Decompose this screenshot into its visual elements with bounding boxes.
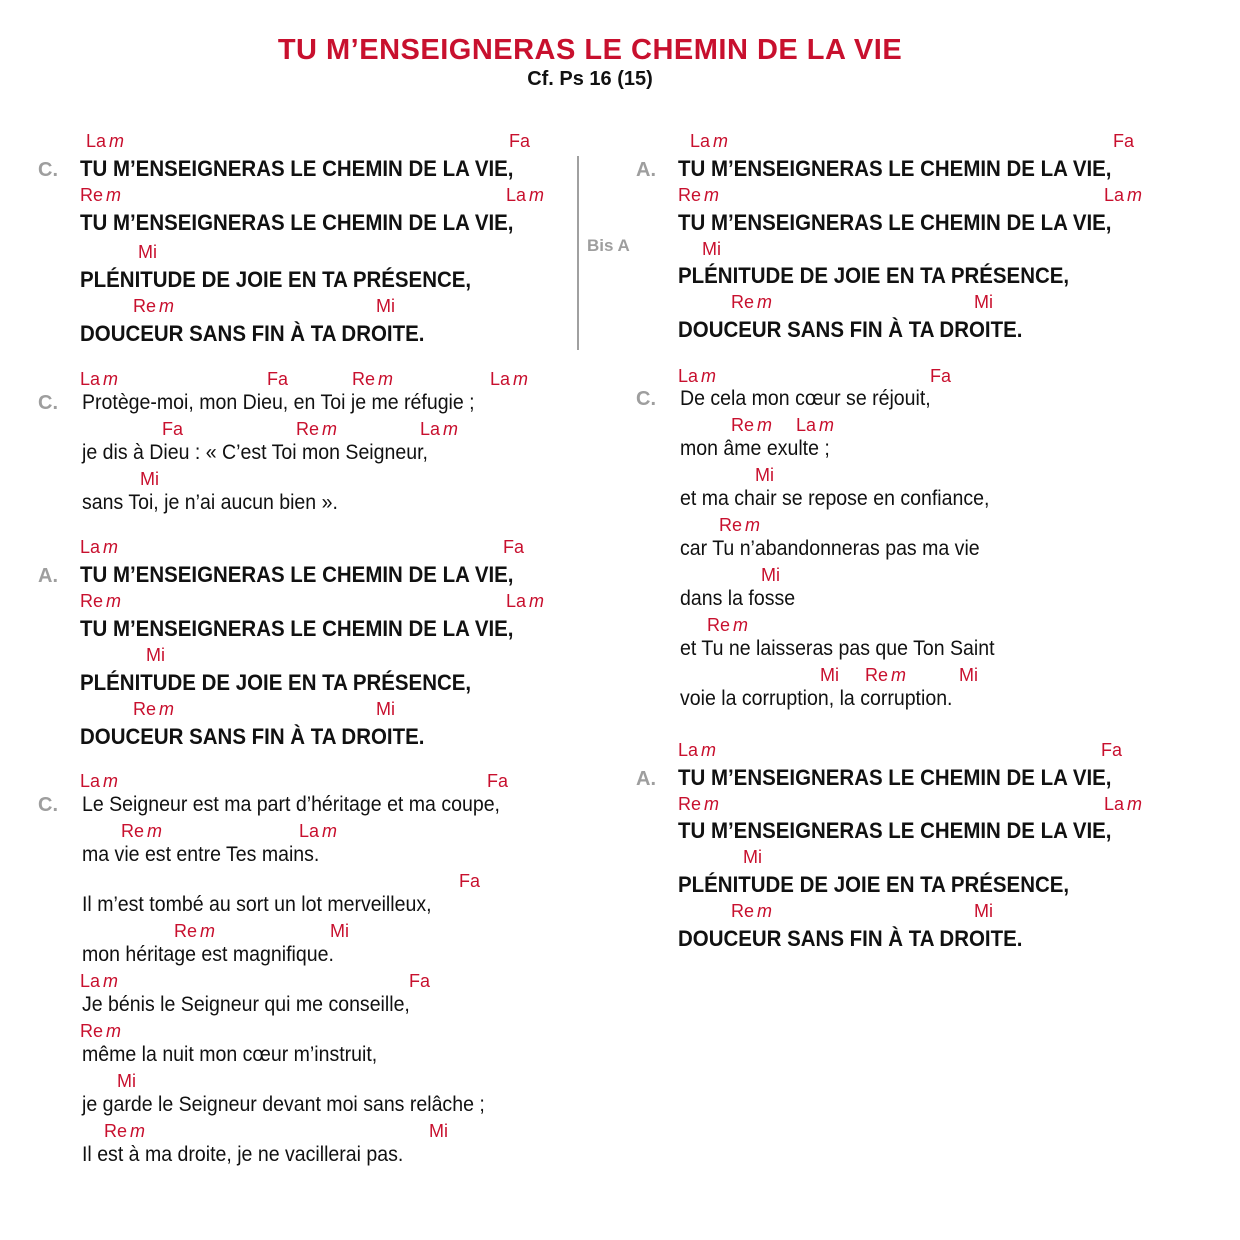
- chord: La m: [690, 131, 729, 151]
- chord: La m: [1104, 185, 1143, 205]
- chord: La m: [506, 591, 545, 611]
- chord: Mi: [974, 292, 993, 312]
- chord: Mi: [140, 469, 159, 489]
- chord: Mi: [117, 1071, 136, 1091]
- verse-line: je dis à Dieu : « C’est Toi mon Seigneur,: [82, 441, 428, 464]
- chord: Fa: [503, 537, 525, 557]
- chord: Re m: [707, 615, 749, 635]
- verse-line: je garde le Seigneur devant moi sans relâche ;: [82, 1093, 485, 1116]
- chord: Mi: [376, 296, 395, 316]
- verse-line: ma vie est entre Tes mains.: [82, 843, 320, 866]
- chord: La m: [80, 537, 119, 557]
- chord: La m: [506, 185, 545, 205]
- chord: Mi: [146, 645, 165, 665]
- chord: Mi: [702, 239, 721, 259]
- refrain-line: TU M’ENSEIGNERAS LE CHEMIN DE LA VIE,: [678, 210, 1112, 235]
- refrain-line: DOUCEUR SANS FIN À TA DROITE.: [80, 724, 425, 749]
- chord: La m: [490, 369, 529, 389]
- chord: Mi: [755, 465, 774, 485]
- chord: Mi: [429, 1121, 448, 1141]
- chord: Fa: [162, 419, 184, 439]
- verse-line: même la nuit mon cœur m’instruit,: [82, 1043, 378, 1066]
- chord: Re m: [296, 419, 338, 439]
- chord: Fa: [487, 771, 509, 791]
- refrain-line: TU M’ENSEIGNERAS LE CHEMIN DE LA VIE,: [80, 616, 514, 641]
- chord: La m: [80, 369, 119, 389]
- chord: Re m: [719, 515, 761, 535]
- refrain-line: TU M’ENSEIGNERAS LE CHEMIN DE LA VIE,: [678, 156, 1112, 181]
- verse-line: Je bénis le Seigneur qui me conseille,: [82, 993, 410, 1016]
- verse-line: De cela mon cœur se réjouit,: [680, 387, 931, 410]
- verse-line: et ma chair se repose en confiance,: [680, 487, 990, 510]
- chord: Re m: [133, 699, 175, 719]
- chord: Fa: [267, 369, 289, 389]
- section-marker: A.: [38, 565, 58, 587]
- chord: Fa: [1101, 740, 1123, 760]
- verse-line: sans Toi, je n’ai aucun bien ».: [82, 491, 338, 514]
- chord: La m: [86, 131, 125, 151]
- verse-line: Il est à ma droite, je ne vacillerai pas.: [82, 1143, 404, 1166]
- verse-line: et Tu ne laisseras pas que Ton Saint: [680, 637, 995, 660]
- chord: Fa: [459, 871, 481, 891]
- chord: La m: [678, 366, 717, 386]
- chord: Re m: [731, 901, 773, 921]
- chord: Mi: [974, 901, 993, 921]
- verse-line: Le Seigneur est ma part d’héritage et ma coupe,: [82, 793, 500, 816]
- chord: Mi: [743, 847, 762, 867]
- refrain-line: PLÉNITUDE DE JOIE EN TA PRÉSENCE,: [80, 267, 472, 292]
- chord: Fa: [1113, 131, 1135, 151]
- chord: Re m: [80, 591, 122, 611]
- chord: Fa: [930, 366, 952, 386]
- chord: Re m: [174, 921, 216, 941]
- chord: Re m: [352, 369, 394, 389]
- song-title: TU M’ENSEIGNERAS LE CHEMIN DE LA VIE: [277, 34, 903, 66]
- section-marker: C.: [38, 159, 58, 181]
- chord: Re m: [121, 821, 163, 841]
- section-marker: C.: [636, 388, 656, 410]
- section-marker: A.: [636, 768, 656, 790]
- verse-line: mon héritage est magnifique.: [82, 943, 334, 966]
- chord: Re m: [678, 185, 720, 205]
- chord: Mi: [138, 242, 157, 262]
- refrain-line: PLÉNITUDE DE JOIE EN TA PRÉSENCE,: [80, 670, 472, 695]
- chord: Re m: [133, 296, 175, 316]
- psalm-reference: Cf. Ps 16 (15): [527, 68, 653, 90]
- chord: Re m: [104, 1121, 146, 1141]
- refrain-line: TU M’ENSEIGNERAS LE CHEMIN DE LA VIE,: [80, 562, 514, 587]
- chord: Fa: [409, 971, 431, 991]
- chord: La m: [1104, 794, 1143, 814]
- section-marker: C.: [38, 392, 58, 414]
- section-marker: C.: [38, 794, 58, 816]
- verse-line: car Tu n’abandonneras pas ma vie: [680, 537, 980, 560]
- refrain-line: DOUCEUR SANS FIN À TA DROITE.: [80, 321, 425, 346]
- verse-line: voie la corruption, la corruption.: [680, 687, 953, 710]
- chord: Mi: [820, 665, 839, 685]
- refrain-line: TU M’ENSEIGNERAS LE CHEMIN DE LA VIE,: [678, 818, 1112, 843]
- chord: Re m: [678, 794, 720, 814]
- chord: Re m: [731, 292, 773, 312]
- refrain-line: PLÉNITUDE DE JOIE EN TA PRÉSENCE,: [678, 263, 1070, 288]
- refrain-line: DOUCEUR SANS FIN À TA DROITE.: [678, 317, 1023, 342]
- chord: Re m: [865, 665, 907, 685]
- chord: Re m: [731, 415, 773, 435]
- refrain-line: PLÉNITUDE DE JOIE EN TA PRÉSENCE,: [678, 872, 1070, 897]
- chord: Fa: [509, 131, 531, 151]
- chord: La m: [796, 415, 835, 435]
- verse-line: dans la fosse: [680, 587, 796, 610]
- bis-bracket: [577, 156, 579, 350]
- refrain-line: TU M’ENSEIGNERAS LE CHEMIN DE LA VIE,: [80, 210, 514, 235]
- verse-line: mon âme exulte ;: [680, 437, 830, 460]
- section-marker: A.: [636, 159, 656, 181]
- bis-label: Bis A: [587, 236, 630, 255]
- chord: La m: [678, 740, 717, 760]
- refrain-line: TU M’ENSEIGNERAS LE CHEMIN DE LA VIE,: [678, 765, 1112, 790]
- chord: Re m: [80, 1021, 122, 1041]
- refrain-line: TU M’ENSEIGNERAS LE CHEMIN DE LA VIE,: [80, 156, 514, 181]
- chord: Mi: [330, 921, 349, 941]
- chord: La m: [80, 971, 119, 991]
- chord: La m: [420, 419, 459, 439]
- refrain-line: DOUCEUR SANS FIN À TA DROITE.: [678, 926, 1023, 951]
- chord: Mi: [959, 665, 978, 685]
- chord: Mi: [761, 565, 780, 585]
- chord: Re m: [80, 185, 122, 205]
- verse-line: Protège-moi, mon Dieu, en Toi je me réfugie ;: [82, 391, 475, 414]
- chord: La m: [80, 771, 119, 791]
- verse-line: Il m’est tombé au sort un lot merveilleux,: [82, 893, 432, 916]
- chord: La m: [299, 821, 338, 841]
- chord: Mi: [376, 699, 395, 719]
